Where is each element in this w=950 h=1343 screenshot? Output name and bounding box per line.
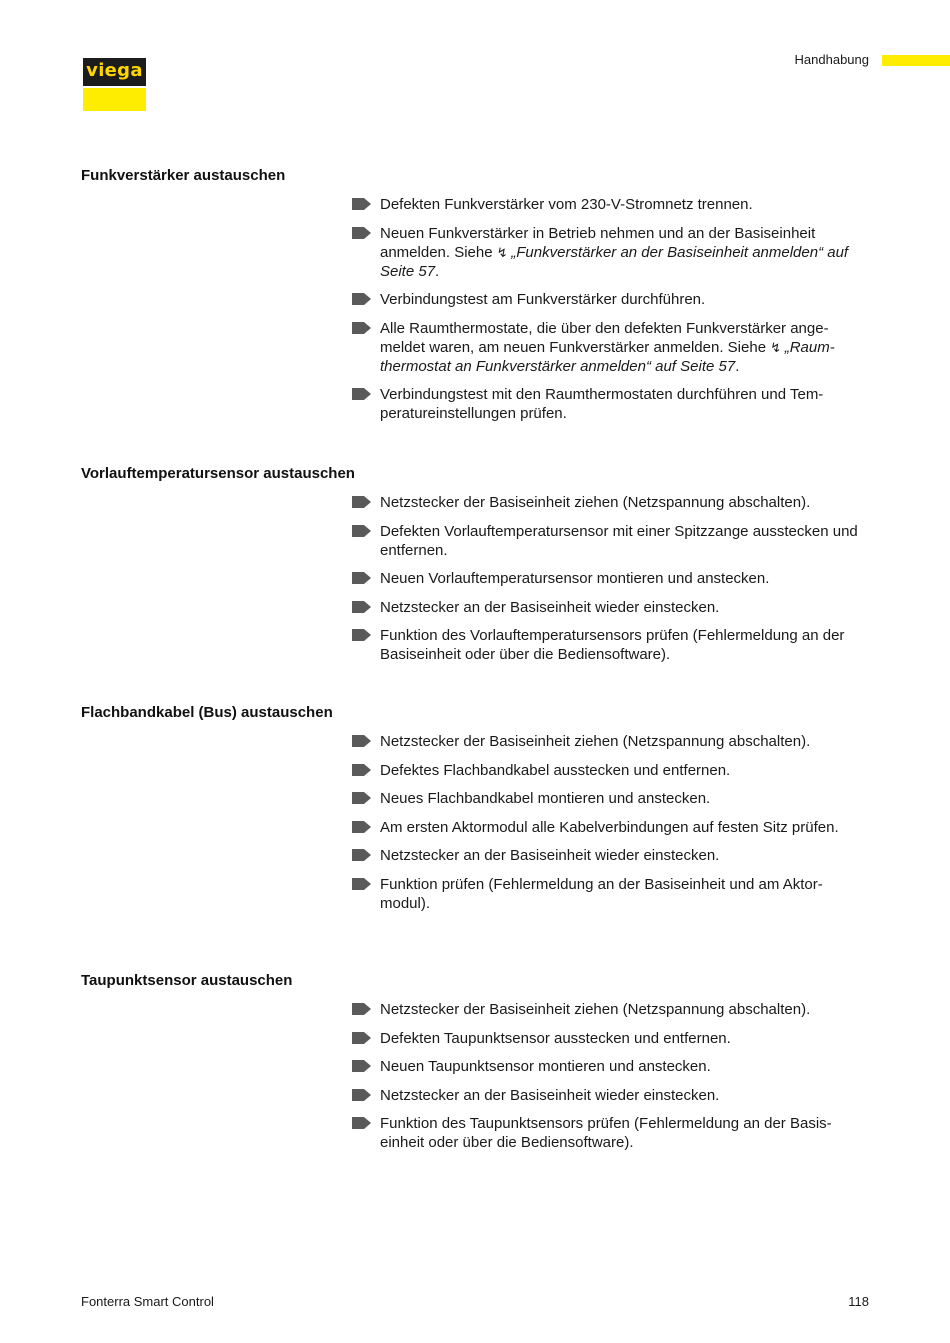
step-arrow-icon — [352, 821, 371, 833]
cross-reference-icon: ↯ — [496, 244, 512, 260]
cross-reference-icon: ↯ — [770, 339, 785, 355]
step-arrow-icon — [352, 198, 371, 210]
step-arrow-icon — [352, 322, 371, 334]
step-text: Neues Flachbandkabel montieren und anstecken. — [380, 790, 711, 808]
section-title: Vorlauftemperatursensor austauschen — [81, 465, 355, 482]
step-item — [380, 290, 871, 309]
step-list — [81, 1000, 871, 1152]
step-text: Defekten Taupunktsensor ausstecken und entfernen. — [380, 1029, 731, 1047]
step-arrow-icon — [352, 227, 371, 239]
step-item — [380, 732, 871, 751]
header-accent-bar — [882, 55, 950, 66]
step-text: Neuen Vorlauftemperatursensor montieren und anstecken. — [380, 570, 770, 588]
section-title: Funkverstärker austauschen — [81, 167, 286, 184]
step-arrow-icon — [352, 388, 371, 400]
step-text: Defekten Vorlauftemperatursensor mit einer Spitzzange ausstecken und entfernen. — [380, 522, 858, 559]
step-arrow-icon — [352, 293, 371, 305]
step-text: Netzstecker an der Basiseinheit wieder einstecken. — [380, 1086, 720, 1104]
step-item — [380, 493, 871, 512]
section — [81, 464, 871, 674]
cross-reference-link[interactable]: „Raum-thermostat an Funkverstärker anmelden“ auf Seite 57 — [380, 338, 835, 375]
step-text: Netzstecker an der Basiseinheit wieder einstecken. — [380, 847, 720, 865]
step-arrow-icon — [352, 572, 371, 584]
step-list — [81, 732, 871, 913]
footer-product-name: Fonterra Smart Control — [81, 1294, 214, 1309]
step-item — [380, 875, 871, 913]
step-item — [380, 385, 871, 423]
step-arrow-icon — [352, 525, 371, 537]
step-arrow-icon — [352, 735, 371, 747]
step-text: Verbindungstest am Funkverstärker durchführen. — [380, 291, 706, 309]
step-text: Funktion des Taupunktsensors prüfen (Fehlermeldung an der Basis-einheit oder über die Bediensoftware). — [380, 1115, 832, 1152]
step-text: Verbindungstest mit den Raumthermostaten durchführen und Tem-peratureinstellungen prüfen. — [380, 386, 824, 423]
step-item — [380, 1086, 871, 1105]
step-arrow-icon — [352, 878, 371, 890]
step-item — [380, 195, 871, 214]
step-text: Neuen Funkverstärker in Betrieb nehmen und an der Basiseinheit anmelden. Siehe — [380, 224, 816, 261]
section — [81, 166, 871, 433]
step-text: Funktion prüfen (Fehlermeldung an der Basiseinheit und am Aktor-modul). — [380, 875, 823, 912]
step-text: Funktion des Vorlauftemperatursensors prüfen (Fehlermeldung an der Basiseinheit oder über die Bediensoftware). — [380, 627, 845, 664]
step-arrow-icon — [352, 849, 371, 861]
step-list — [81, 493, 871, 664]
step-arrow-icon — [352, 629, 371, 641]
viega-logo — [83, 58, 146, 111]
step-text: Netzstecker der Basiseinheit ziehen (Netzspannung abschalten). — [380, 733, 811, 750]
step-arrow-icon — [352, 496, 371, 508]
step-arrow-icon — [352, 1117, 371, 1129]
step-item — [380, 224, 871, 281]
footer-page-number: 118 — [848, 1294, 869, 1309]
logo-yellow-block — [83, 88, 146, 111]
step-text: Netzstecker der Basiseinheit ziehen (Netzspannung abschalten). — [380, 1001, 811, 1018]
step-item — [380, 846, 871, 865]
step-text-end: . — [435, 262, 440, 280]
step-item — [380, 598, 871, 617]
section-title: Flachbandkabel (Bus) austauschen — [81, 704, 333, 721]
step-arrow-icon — [352, 601, 371, 613]
step-arrow-icon — [352, 764, 371, 776]
section — [81, 971, 871, 1162]
section — [81, 703, 871, 923]
step-item — [380, 626, 871, 664]
step-arrow-icon — [352, 1003, 371, 1015]
step-text-end: . — [735, 357, 740, 375]
header-section-label: Handhabung — [794, 52, 869, 67]
step-text: Netzstecker der Basiseinheit ziehen (Netzspannung abschalten). — [380, 494, 811, 511]
step-text: Am ersten Aktormodul alle Kabelverbindungen auf festen Sitz prüfen. — [380, 818, 839, 836]
step-arrow-icon — [352, 1089, 371, 1101]
step-text: Neuen Taupunktsensor montieren und anstecken. — [380, 1058, 711, 1076]
step-item — [380, 761, 871, 780]
step-item — [380, 319, 871, 376]
step-arrow-icon — [352, 1032, 371, 1044]
step-item — [380, 522, 871, 560]
logo-wordmark: viega — [83, 58, 146, 86]
step-item — [380, 1000, 871, 1019]
step-item — [380, 1057, 871, 1076]
step-text: Defektes Flachbandkabel ausstecken und entfernen. — [380, 761, 731, 779]
step-arrow-icon — [352, 1060, 371, 1072]
section-title: Taupunktsensor austauschen — [81, 972, 293, 989]
step-item — [380, 1029, 871, 1048]
step-text: Alle Raumthermostate, die über den defekten Funkverstärker ange-meldet waren, am neuen Funkverstärker anmelden. Siehe — [380, 319, 829, 356]
step-item — [380, 569, 871, 588]
step-text: Defekten Funkverstärker vom 230-V-Stromnetz trennen. — [380, 196, 753, 213]
step-item — [380, 789, 871, 808]
step-list — [81, 195, 871, 423]
cross-reference-link[interactable]: „Funkverstärker an der Basiseinheit anmelden“ auf Seite 57 — [380, 243, 849, 280]
step-item — [380, 1114, 871, 1152]
step-item — [380, 818, 871, 837]
step-arrow-icon — [352, 792, 371, 804]
step-text: Netzstecker an der Basiseinheit wieder einstecken. — [380, 598, 720, 616]
